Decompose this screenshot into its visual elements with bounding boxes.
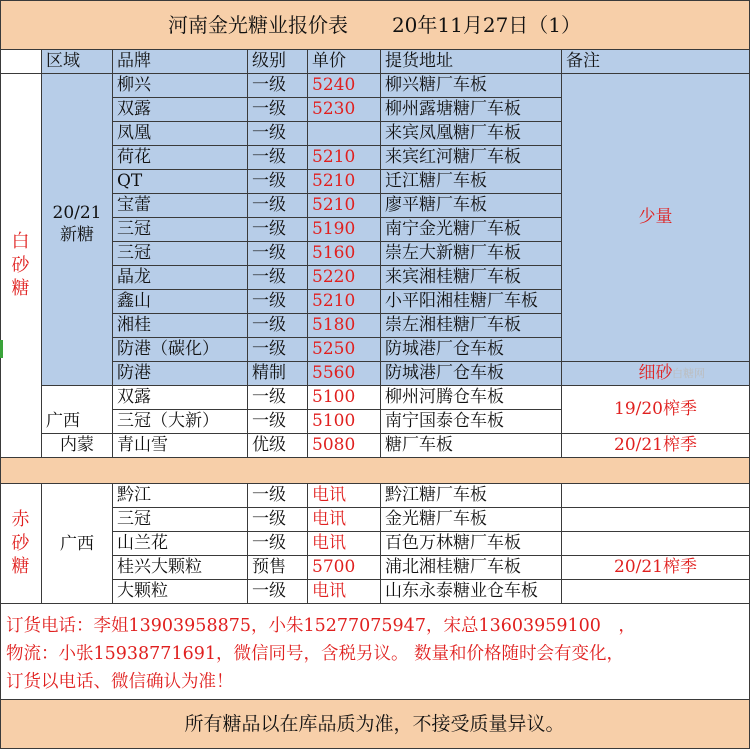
- category-char: 赤: [11, 509, 30, 531]
- grade-cell: 一级: [248, 386, 308, 410]
- pickup-cell: 南宁国泰仓车板: [381, 410, 562, 434]
- header-grade: 级别: [248, 50, 308, 74]
- price-cell: 电讯: [308, 484, 381, 508]
- brand-cell: 鑫山: [113, 290, 248, 314]
- brand-cell: 青山雪: [113, 434, 248, 458]
- pickup-cell: 来宾湘桂糖厂车板: [381, 266, 562, 290]
- grade-cell: 一级: [248, 484, 308, 508]
- note-guangxi-season: 19/20榨季: [562, 386, 750, 434]
- price-cell: 电讯: [308, 532, 381, 556]
- sheet-title-bar: [0, 0, 750, 50]
- sheet-date: 20年11月27日（1）: [391, 13, 582, 37]
- note-cell: [562, 580, 750, 604]
- header-note: 备注: [562, 50, 750, 74]
- pickup-cell: 糖厂车板: [381, 434, 562, 458]
- price-cell: 5230: [308, 98, 381, 122]
- price-cell: 5210: [308, 170, 381, 194]
- grade-cell: 一级: [248, 146, 308, 170]
- pickup-cell: 黔江糖厂车板: [381, 484, 562, 508]
- season-label: [42, 74, 113, 386]
- contact-line: 订货电话：李姐13903958875，小朱15277075947，宋总13603959100 ，: [6, 616, 636, 636]
- grade-cell: 一级: [248, 410, 308, 434]
- grade-cell: 预售: [248, 556, 308, 580]
- price-cell: 5180: [308, 314, 381, 338]
- category-char: 糖: [11, 556, 30, 578]
- pickup-cell: 迁江糖厂车板: [381, 170, 562, 194]
- pickup-cell: 浦北湘桂糖厂车板: [381, 556, 562, 580]
- price-cell: 5160: [308, 242, 381, 266]
- price-cell: 5210: [308, 194, 381, 218]
- brand-cell: 双露: [113, 386, 248, 410]
- grade-cell: 一级: [248, 122, 308, 146]
- contact-block: [0, 604, 750, 700]
- sheet-title: 河南金光糖业报价表: [167, 13, 348, 37]
- season-season_line2: 新糖: [60, 225, 94, 246]
- price-cell: 5210: [308, 290, 381, 314]
- grade-cell: 一级: [248, 338, 308, 362]
- price-cell: 5240: [308, 74, 381, 98]
- note-cell: 20/21榨季: [562, 556, 750, 580]
- brand-cell: 柳兴: [113, 74, 248, 98]
- footer-note: 所有糖品以在库品质为准，不接受质量异议。: [0, 700, 750, 749]
- brand-cell: 三冠: [113, 242, 248, 266]
- category-char: 砂: [11, 532, 30, 554]
- pickup-cell: 柳州河腾仓车板: [381, 386, 562, 410]
- season-season_line1: 20/21: [52, 203, 102, 223]
- watermark: 白糖网: [672, 367, 705, 380]
- pickup-cell: 防城港厂仓车板: [381, 362, 562, 386]
- price-cell: 电讯: [308, 580, 381, 604]
- brand-cell: 三冠: [113, 508, 248, 532]
- section-separator: [0, 458, 750, 484]
- pickup-cell: 柳兴糖厂车板: [381, 74, 562, 98]
- note-cell: [562, 508, 750, 532]
- grade-cell: 一级: [248, 532, 308, 556]
- price-cell: [308, 122, 381, 146]
- pickup-cell: 崇左大新糖厂车板: [381, 242, 562, 266]
- note-inner-mongolia: 20/21榨季: [562, 434, 750, 458]
- category-char: 砂: [11, 254, 30, 276]
- brand-cell: 桂兴大颗粒: [113, 556, 248, 580]
- category-brown-sugar: [0, 484, 42, 604]
- brand-cell: 防港: [113, 362, 248, 386]
- pickup-cell: 南宁金光糖厂车板: [381, 218, 562, 242]
- brand-cell: 三冠（大新）: [113, 410, 248, 434]
- contact-line: 订货以电话、微信确认为准！: [6, 672, 234, 692]
- pickup-cell: 来宾红河糖厂车板: [381, 146, 562, 170]
- grade-cell: 一级: [248, 194, 308, 218]
- grade-cell: 一级: [248, 508, 308, 532]
- pickup-cell: 百色万林糖厂车板: [381, 532, 562, 556]
- grade-cell: 一级: [248, 314, 308, 338]
- note-small-quantity: 少量: [562, 74, 750, 362]
- pickup-cell: 防城港厂仓车板: [381, 338, 562, 362]
- price-cell: 5220: [308, 266, 381, 290]
- category-white-sugar: [0, 74, 42, 458]
- pickup-cell: 柳州露塘糖厂车板: [381, 98, 562, 122]
- note-cell: [562, 484, 750, 508]
- pickup-cell: 崇左湘桂糖厂车板: [381, 314, 562, 338]
- grade-cell: 精制: [248, 362, 308, 386]
- grade-cell: 一级: [248, 580, 308, 604]
- brand-cell: 防港（碳化）: [113, 338, 248, 362]
- grade-cell: 一级: [248, 98, 308, 122]
- brand-cell: 晶龙: [113, 266, 248, 290]
- region-guangxi: 广西: [42, 386, 113, 434]
- pickup-cell: 山东永泰糖业仓车板: [381, 580, 562, 604]
- price-cell: 电讯: [308, 508, 381, 532]
- price-cell: 5190: [308, 218, 381, 242]
- header-region: 区域: [42, 50, 113, 74]
- brand-cell: QT: [113, 170, 248, 194]
- note-cell: [562, 532, 750, 556]
- pickup-cell: 廖平糖厂车板: [381, 194, 562, 218]
- cell-marker: [0, 340, 3, 358]
- grade-cell: 优级: [248, 434, 308, 458]
- price-cell: 5560: [308, 362, 381, 386]
- brand-cell: 宝蕾: [113, 194, 248, 218]
- grade-cell: 一级: [248, 266, 308, 290]
- grade-cell: 一级: [248, 170, 308, 194]
- header-price: 单价: [308, 50, 381, 74]
- brand-cell: 三冠: [113, 218, 248, 242]
- left-border: [0, 0, 1, 749]
- brand-cell: 湘桂: [113, 314, 248, 338]
- brand-cell: 大颗粒: [113, 580, 248, 604]
- header-brand: 品牌: [113, 50, 248, 74]
- brand-cell: 荷花: [113, 146, 248, 170]
- region-inner-mongolia: 内蒙: [42, 434, 113, 458]
- pickup-cell: 小平阳湘桂糖厂车板: [381, 290, 562, 314]
- header-pickup: 提货地址: [381, 50, 562, 74]
- grade-cell: 一级: [248, 74, 308, 98]
- grade-cell: 一级: [248, 242, 308, 266]
- category-char: 糖: [11, 278, 30, 300]
- contact-line: 物流：小张15938771691，微信同号，含税另议。 数量和价格随时会有变化，: [6, 644, 625, 664]
- pickup-cell: 来宾凤凰糖厂车板: [381, 122, 562, 146]
- brand-cell: 山兰花: [113, 532, 248, 556]
- brand-cell: 凤凰: [113, 122, 248, 146]
- price-cell: 5700: [308, 556, 381, 580]
- pickup-cell: 金光糖厂车板: [381, 508, 562, 532]
- brand-cell: 黔江: [113, 484, 248, 508]
- price-cell: 5080: [308, 434, 381, 458]
- price-cell: 5100: [308, 386, 381, 410]
- price-cell: 5250: [308, 338, 381, 362]
- grade-cell: 一级: [248, 218, 308, 242]
- note-fine: 细砂: [562, 362, 750, 386]
- brand-cell: 双露: [113, 98, 248, 122]
- price-cell: 5210: [308, 146, 381, 170]
- price-cell: 5100: [308, 410, 381, 434]
- category-header-blank: [0, 50, 42, 74]
- grade-cell: 一级: [248, 290, 308, 314]
- category-char: 白: [11, 231, 30, 253]
- region-brown-guangxi: 广西: [42, 484, 113, 604]
